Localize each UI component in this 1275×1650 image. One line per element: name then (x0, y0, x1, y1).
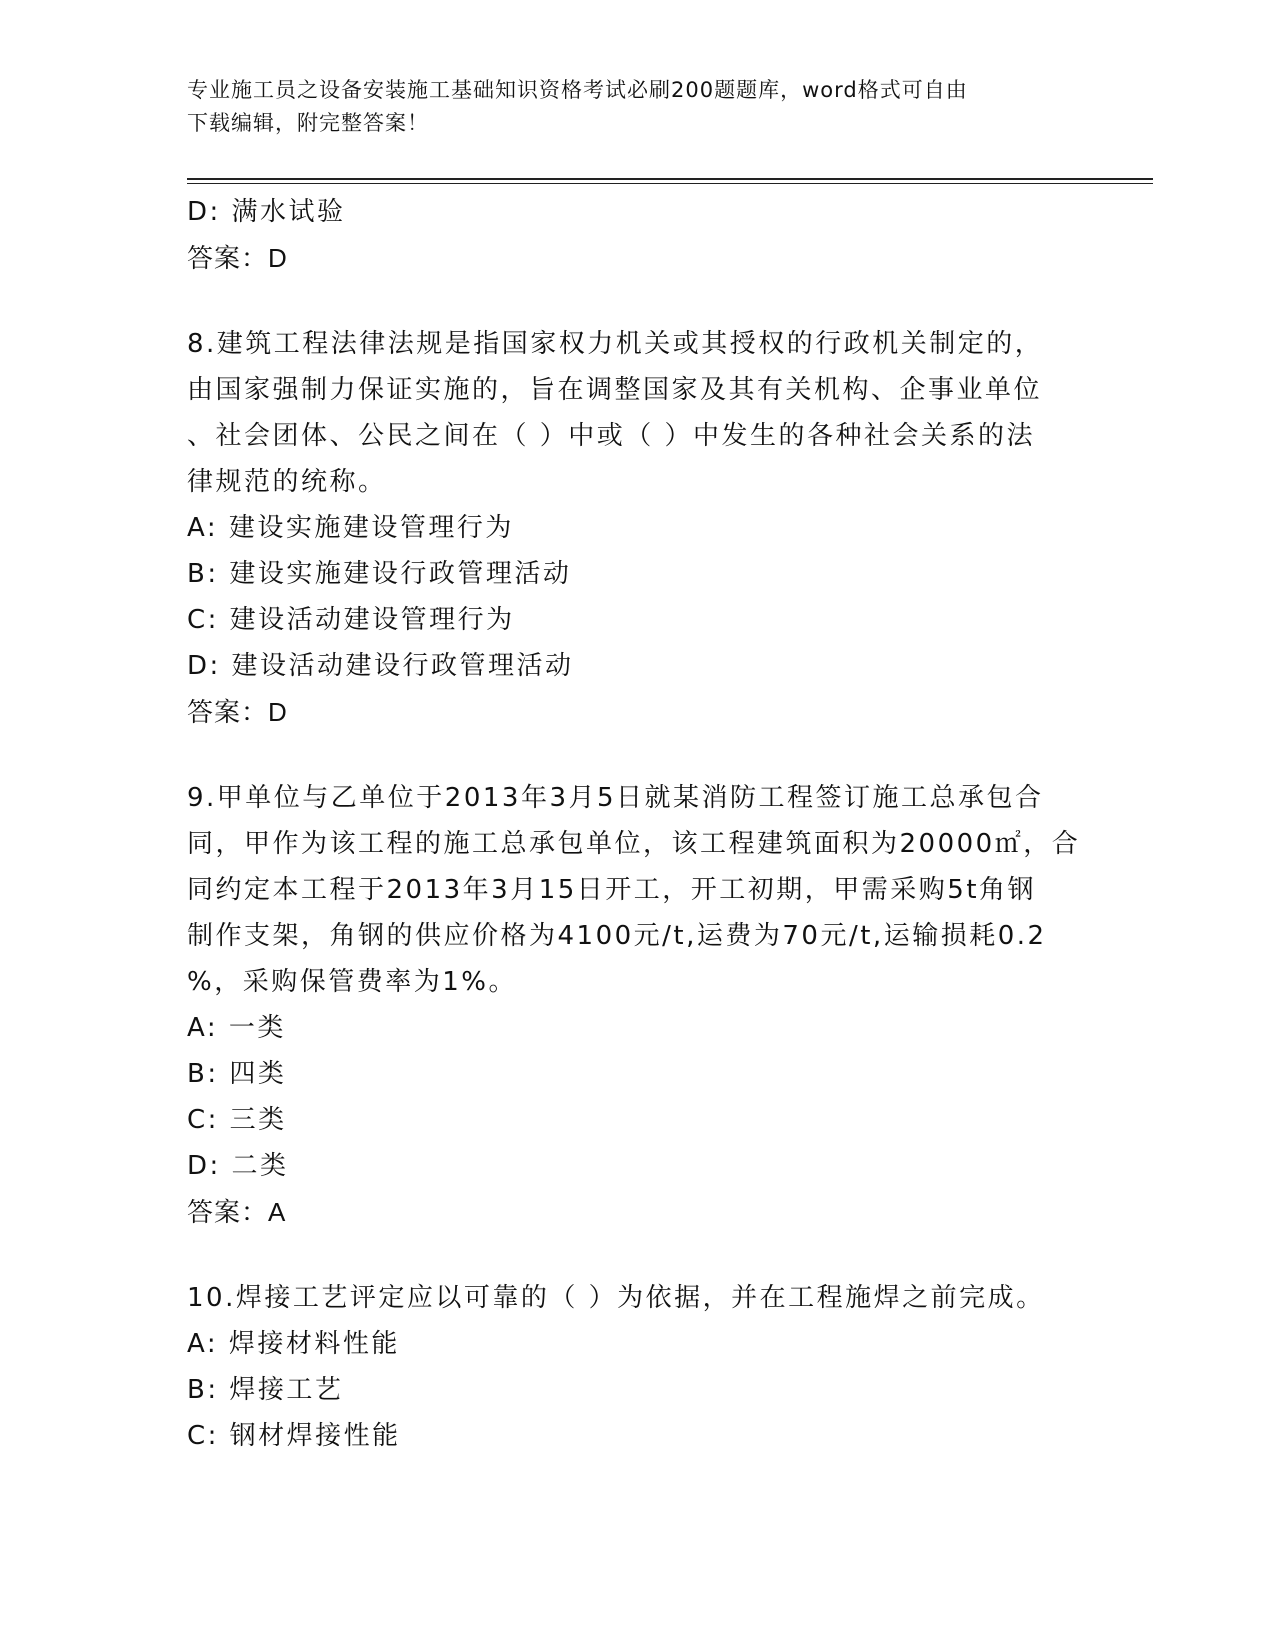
option-d: D: 二类 (187, 1151, 289, 1181)
question-9 (187, 775, 1087, 1235)
option-b: B: 四类 (187, 1059, 287, 1089)
answer-line: 答案：D (187, 243, 288, 273)
option-b: B: 建设实施建设行政管理活动 (187, 559, 572, 589)
answer-line: 答案：A (187, 1197, 287, 1227)
option-a: A: 一类 (187, 1013, 286, 1043)
question-stem-line: 律规范的统称。 (187, 467, 387, 497)
header-line-1: 专业施工员之设备安装施工基础知识资格考试必刷200题题库，word格式可自由 (187, 78, 968, 102)
question-stem-line: 同，甲作为该工程的施工总承包单位，该工程建筑面积为20000㎡，合 (187, 829, 1081, 859)
option-a: A: 建设实施建设管理行为 (187, 513, 514, 543)
option-c: C: 三类 (187, 1105, 287, 1135)
answer-line: 答案：D (187, 697, 288, 727)
option-d: D: 满水试验 (187, 197, 346, 227)
question-10 (187, 1275, 1087, 1459)
header-line-2: 下载编辑，附完整答案！ (187, 111, 429, 135)
question-stem-line: 制作支架，角钢的供应价格为4100元/t,运费为70元/t,运输损耗0.2 (187, 921, 1047, 951)
option-c: C: 钢材焊接性能 (187, 1421, 401, 1451)
document-header (187, 74, 1067, 140)
question-8 (187, 321, 1087, 735)
option-d: D: 建设活动建设行政管理活动 (187, 651, 574, 681)
question-stem-line: 由国家强制力保证实施的，旨在调整国家及其有关机构、企事业单位 (187, 375, 1043, 405)
question-stem-line: %，采购保管费率为1%。 (187, 967, 517, 997)
question-stem-line: 、社会团体、公民之间在（ ）中或（ ）中发生的各种社会关系的法 (187, 421, 1036, 451)
question-stem-line: 10.焊接工艺评定应以可靠的（ ）为依据，并在工程施焊之前完成。 (187, 1283, 1045, 1313)
question-stem-line: 同约定本工程于2013年3月15日开工，开工初期，甲需采购5t角钢 (187, 875, 1037, 905)
question-content (187, 189, 1087, 1459)
option-b: B: 焊接工艺 (187, 1375, 344, 1405)
question-stem-line: 9.甲单位与乙单位于2013年3月5日就某消防工程签订施工总承包合 (187, 783, 1044, 813)
question-7-tail (187, 189, 1087, 281)
header-rule-thick (187, 178, 1153, 180)
header-rule-thin (187, 183, 1153, 184)
option-c: C: 建设活动建设管理行为 (187, 605, 515, 635)
question-stem-line: 8.建筑工程法律法规是指国家权力机关或其授权的行政机关制定的， (187, 329, 1044, 359)
option-a: A: 焊接材料性能 (187, 1329, 400, 1359)
